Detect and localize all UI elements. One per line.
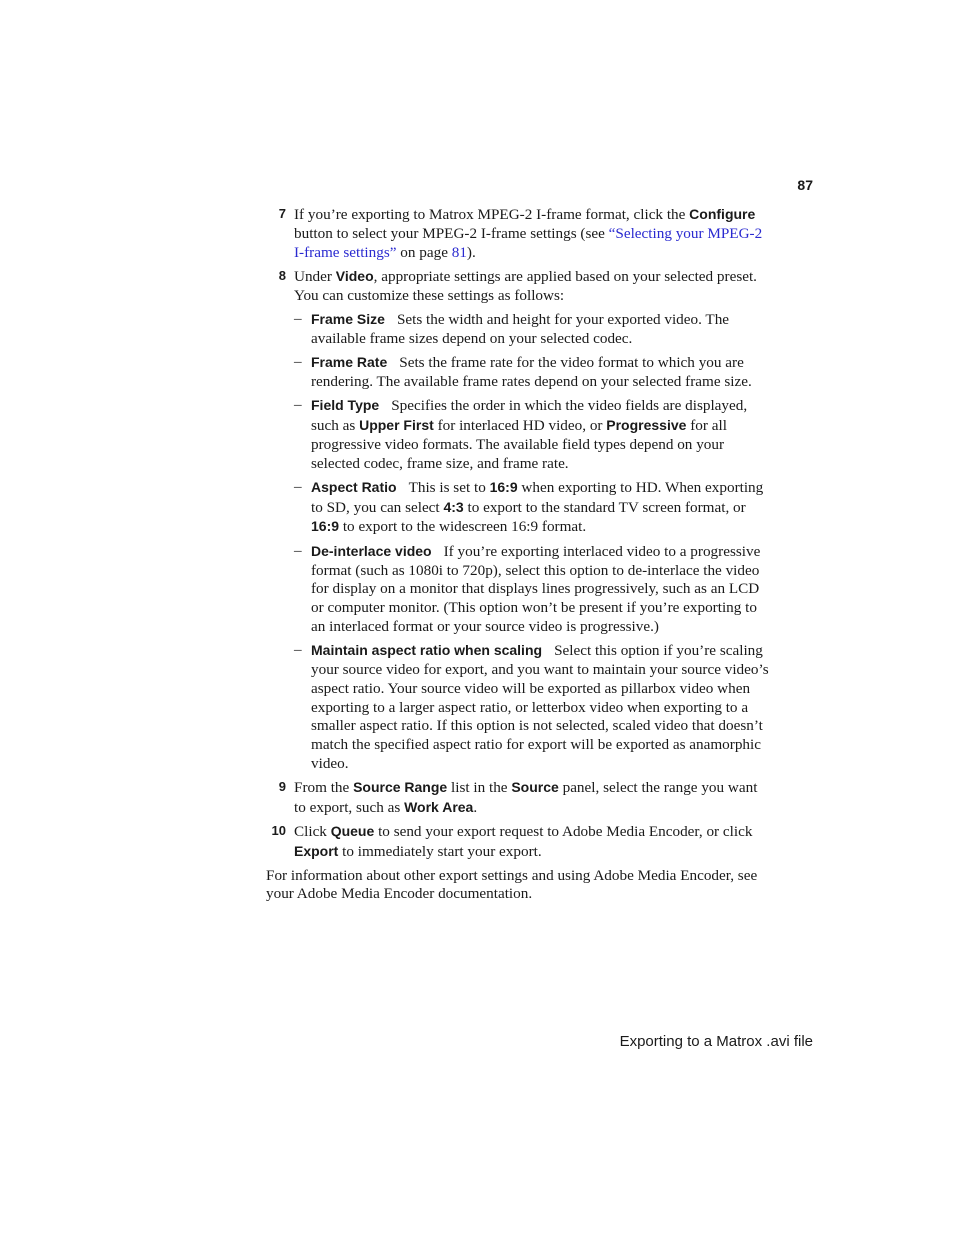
setting-description: for all progressive video formats. The available field types depend on your selected codec, frame size, and frame rate. (311, 416, 727, 472)
page-number: 87 (797, 177, 813, 193)
step-text: to send your export request to Adobe Media Encoder, or click (374, 823, 753, 841)
setting-description: Specifies the order in which the video fields are displayed, such as (311, 397, 748, 434)
setting-term: Field Type (311, 397, 380, 414)
setting-term: De-interlace video (311, 542, 432, 559)
dash-bullet: – (294, 641, 302, 659)
progressive-option-ref: Progressive (606, 416, 687, 433)
ratio-4-3-ref: 4:3 (443, 498, 464, 515)
setting-description: If you’re exporting interlaced video to a progressive format (such as 1080i to 720p), select this option to de-interlace the video for display on a monitor that displays lines progressively, such as an LCD or computer monitor. (This option won’t be present if you’re exporting to an interlaced format or your source video is progressive.) (311, 542, 761, 635)
source-range-list-ref: Source Range (353, 779, 448, 796)
ratio-16-9-ref: 16:9 (311, 518, 340, 535)
setting-description: This is set to (408, 478, 490, 496)
dash-bullet: – (294, 353, 302, 371)
step-text: on page (396, 243, 452, 261)
upper-first-option-ref: Upper First (359, 416, 434, 433)
ratio-16-9-ref: 16:9 (489, 478, 518, 495)
queue-button-ref: Queue (330, 823, 375, 840)
step-text: ). (466, 243, 476, 261)
export-button-ref: Export (294, 843, 339, 860)
source-panel-ref: Source (511, 779, 559, 796)
setting-maintain-aspect (266, 641, 771, 774)
step-text: panel, select the range you want to export, such as (294, 779, 758, 817)
step-8 (266, 267, 771, 774)
step-text: From the (294, 779, 354, 797)
dash-bullet: – (294, 309, 302, 327)
step-number: 9 (278, 779, 286, 795)
step-text: , appropriate settings are applied based on your selected preset. You can customize these settings as follows: (294, 267, 757, 304)
setting-deinterlace (266, 542, 771, 637)
step-text: Click (294, 823, 331, 841)
setting-aspect-ratio (266, 478, 771, 537)
step-text: to immediately start your export. (338, 843, 542, 861)
step-text: Under (294, 267, 336, 285)
step-text: . (473, 799, 478, 817)
setting-description: Sets the width and height for your exported video. The available frame sizes depend on your selected codec. (311, 310, 730, 347)
setting-description: to export to the standard TV screen format, or (463, 498, 746, 516)
step-7 (266, 205, 771, 262)
step-text: button to select your MPEG-2 I-frame settings (see (294, 224, 609, 242)
setting-frame-rate (266, 353, 771, 392)
setting-field-type (266, 396, 771, 473)
setting-term: Frame Rate (311, 354, 388, 371)
running-footer-title: Exporting to a Matrox .avi file (619, 1033, 813, 1050)
step-9 (266, 778, 771, 818)
setting-term: Maintain aspect ratio when scaling (311, 642, 543, 659)
step-number: 8 (278, 267, 286, 283)
step-number: 10 (271, 823, 286, 839)
setting-description: for interlaced HD video, or (433, 416, 607, 434)
cross-reference-link[interactable]: “Selecting your MPEG-2 I-frame settings” (294, 224, 763, 261)
setting-description: to export to the widescreen 16:9 format. (339, 518, 587, 536)
dash-bullet: – (294, 541, 302, 559)
configure-button-ref: Configure (689, 206, 756, 222)
page-reference-link[interactable]: 81 (451, 243, 467, 261)
setting-description: Sets the frame rate for the video format to which you are rendering. The available frame rates depend on your selected frame size. (311, 354, 752, 390)
video-section-ref: Video (335, 267, 374, 284)
closing-paragraph: For information about other export settings and using Adobe Media Encoder, see your Adobe Media Encoder documentation. (266, 866, 758, 903)
document-body (266, 205, 771, 904)
step-text: list in the (447, 779, 512, 797)
step-text: If you’re exporting to Matrox MPEG-2 I-frame format, click the (294, 206, 690, 223)
work-area-option-ref: Work Area (404, 799, 474, 816)
dash-bullet: – (294, 477, 302, 495)
setting-description: Select this option if you’re scaling your source video for export, and you want to maintain your source video’s aspect ratio. Your source video will be exported as pillarbox video when exporting to a larger aspect ratio, or letterbox video when exporting to a smaller aspect ratio. If this option is not selected, scaled video that doesn’t match the specified aspect ratio for export will be exported as anamorphic video. (311, 642, 769, 773)
setting-frame-size (266, 310, 771, 349)
setting-term: Aspect Ratio (311, 478, 397, 495)
step-10 (266, 822, 771, 862)
dash-bullet: – (294, 396, 302, 414)
step-number: 7 (278, 206, 286, 221)
setting-term: Frame Size (311, 310, 385, 327)
setting-description: when exporting to HD. When exporting to SD, you can select (311, 478, 764, 516)
